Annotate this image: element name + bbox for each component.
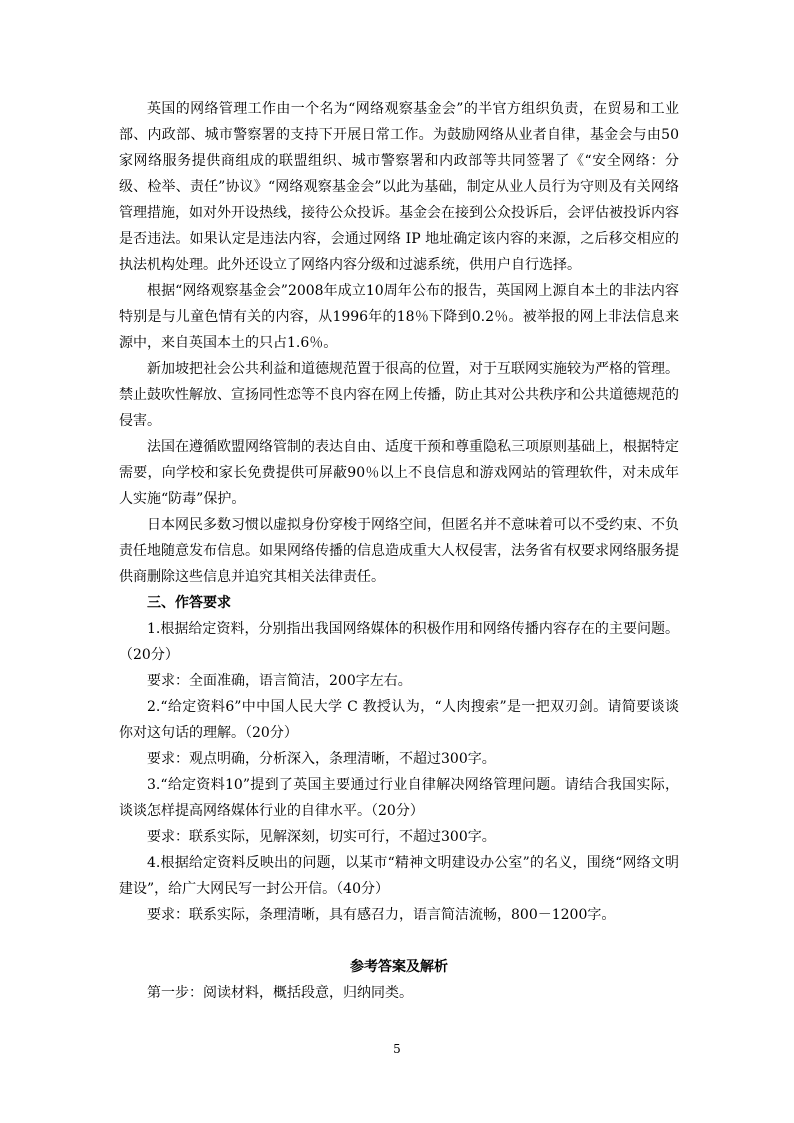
page-number: 5 (393, 1042, 401, 1056)
paragraph-japan: 日本网民多数习惯以虚拟身份穿梭于网络空间，但匿名并不意味着可以不受约束、不负责任地随意发布信息。如果网络传播的信息造成重大人权侵害，法务省有权要求网络服务提供商删除这些信息并追究其相关法律责任。 (119, 517, 679, 585)
paragraph-uk-report: 根据“网络观察基金会”2008年成立10周年公布的报告，英国网上源自本土的非法内容特别是与儿童色情有关的内容，从1996年的18％下降到0.2％。被举报的网上非法信息来源中，来自英国本土的只占1.6％。 (119, 283, 679, 351)
question-3-requirement: 要求：联系实际，见解深刻，切实可行，不超过300字。 (147, 829, 496, 845)
paragraph-singapore: 新加坡把社会公共利益和道德规范置于很高的位置，对于互联网实施较为严格的管理。禁止鼓吹性解放、宣扬同性恋等不良内容在网上传播，防止其对公共秩序和公共道德规范的侵害。 (119, 361, 679, 429)
question-2-requirement: 要求：观点明确，分析深入，条理清晰，不超过300字。 (147, 751, 496, 767)
question-4: 4.根据给定资料反映出的问题，以某市“精神文明建设办公室”的名义，围绕“网络文明建设”，给广大网民写一封公开信。（40分） (119, 855, 679, 897)
paragraph-france: 法国在遵循欧盟网络管制的表达自由、适度干预和尊重隐私三项原则基础上，根据特定需要，向学校和家长免费提供可屏蔽90％以上不良信息和游戏网站的管理软件，对未成年人实施“防毒”保护。 (119, 439, 679, 507)
body-text (119, 96, 679, 1006)
question-4-requirement: 要求：联系实际，条理清晰，具有感召力，语言简洁流畅，800－1200字。 (147, 907, 616, 923)
question-1-requirement: 要求：全面准确，语言简洁，200字左右。 (147, 673, 412, 689)
paragraph-uk-management: 英国的网络管理工作由一个名为“网络观察基金会”的半官方组织负责，在贸易和工业部、内政部、城市警察署的支持下开展日常工作。为鼓励网络从业者自律，基金会与由50家网络服务提供商组成的联盟组织、城市警察署和内政部等共同签署了《“安全网络：分级、检举、责任”协议》“网络观察基金会”以此为基础，制定从业人员行为守则及有关网络管理措施，如对外开设热线，接待公众投诉。基金会在接到公众投诉后，会评估被投诉内容是否违法。如果认定是违法内容，会通过网络 IP 地址确定该内容的来源，之后移交相应的执法机构处理。此外还设立了网络内容分级和过滤系统，供用户自行选择。 (119, 101, 679, 273)
question-2: 2.“给定资料6”中中国人民大学 C 教授认为，“人肉搜索”是一把双刃剑。请简要谈谈你对这句话的理解。（20分） (119, 699, 679, 741)
section-heading: 三、作答要求 (147, 595, 231, 611)
question-1: 1.根据给定资料，分别指出我国网络媒体的积极作用和网络传播内容存在的主要问题。（20分） (119, 621, 679, 663)
question-3: 3.“给定资料10”提到了英国主要通过行业自律解决网络管理问题。请结合我国实际，谈谈怎样提高网络媒体行业的自律水平。（20分） (119, 777, 679, 819)
answer-title: 参考答案及解析 (350, 959, 448, 975)
answer-first-step: 第一步：阅读材料，概括段意，归纳同类。 (147, 985, 413, 1001)
